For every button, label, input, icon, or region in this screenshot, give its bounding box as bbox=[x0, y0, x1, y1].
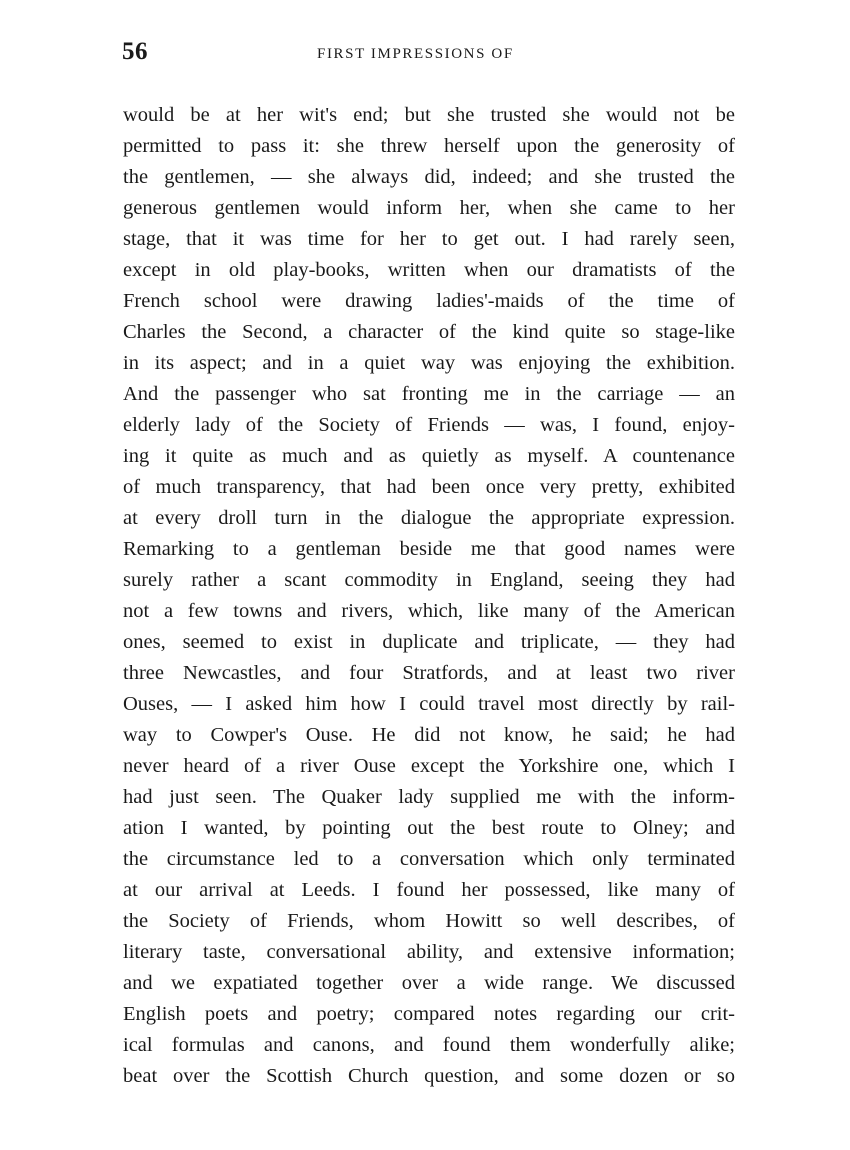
text-line: English poets and poetry; compared notes regarding our crit- bbox=[123, 1003, 735, 1025]
page-number: 56 bbox=[122, 38, 148, 65]
text-line: the Society of Friends, whom Howitt so well describes, of bbox=[123, 910, 735, 932]
body-text bbox=[123, 100, 735, 1092]
text-line: literary taste, conversational ability, and extensive information; bbox=[123, 941, 735, 963]
text-line: not a few towns and rivers, which, like many of the American bbox=[123, 600, 735, 622]
text-line: surely rather a scant commodity in England, seeing they had bbox=[123, 569, 735, 591]
text-line: in its aspect; and in a quiet way was enjoying the exhibition. bbox=[123, 352, 735, 374]
text-line: the circumstance led to a conversation which only terminated bbox=[123, 848, 735, 870]
text-line: way to Cowper's Ouse. He did not know, he said; he had bbox=[123, 724, 735, 746]
text-line: beat over the Scottish Church question, and some dozen or so bbox=[123, 1065, 735, 1087]
text-line: except in old play-books, written when our dramatists of the bbox=[123, 259, 735, 281]
text-line: ing it quite as much and as quietly as myself. A countenance bbox=[123, 445, 735, 467]
text-line: and we expatiated together over a wide range. We discussed bbox=[123, 972, 735, 994]
text-line: French school were drawing ladies'-maids of the time of bbox=[123, 290, 735, 312]
text-line: Ouses, — I asked him how I could travel most directly by rail- bbox=[123, 693, 735, 715]
text-line: at our arrival at Leeds. I found her possessed, like many of bbox=[123, 879, 735, 901]
text-line: never heard of a river Ouse except the Yorkshire one, which I bbox=[123, 755, 735, 777]
text-line: elderly lady of the Society of Friends — was, I found, enjoy- bbox=[123, 414, 735, 436]
text-line: And the passenger who sat fronting me in the carriage — an bbox=[123, 383, 735, 405]
text-line: at every droll turn in the dialogue the appropriate expression. bbox=[123, 507, 735, 529]
running-head: FIRST IMPRESSIONS OF bbox=[317, 46, 514, 62]
text-line: of much transparency, that had been once very pretty, exhibited bbox=[123, 476, 735, 498]
page-header bbox=[122, 38, 732, 74]
text-line: generous gentlemen would inform her, when she came to her bbox=[123, 197, 735, 219]
text-line: ical formulas and canons, and found them wonderfully alike; bbox=[123, 1034, 735, 1056]
text-line: ones, seemed to exist in duplicate and triplicate, — they had bbox=[123, 631, 735, 653]
text-line: had just seen. The Quaker lady supplied me with the inform- bbox=[123, 786, 735, 808]
text-line: ation I wanted, by pointing out the best route to Olney; and bbox=[123, 817, 735, 839]
text-line: permitted to pass it: she threw herself upon the generosity of bbox=[123, 135, 735, 157]
text-line: would be at her wit's end; but she trusted she would not be bbox=[123, 104, 735, 126]
text-line: stage, that it was time for her to get out. I had rarely seen, bbox=[123, 228, 735, 250]
text-line: Remarking to a gentleman beside me that good names were bbox=[123, 538, 735, 560]
text-line: the gentlemen, — she always did, indeed; and she trusted the bbox=[123, 166, 735, 188]
text-line: Charles the Second, a character of the kind quite so stage-like bbox=[123, 321, 735, 343]
text-line: three Newcastles, and four Stratfords, and at least two river bbox=[123, 662, 735, 684]
